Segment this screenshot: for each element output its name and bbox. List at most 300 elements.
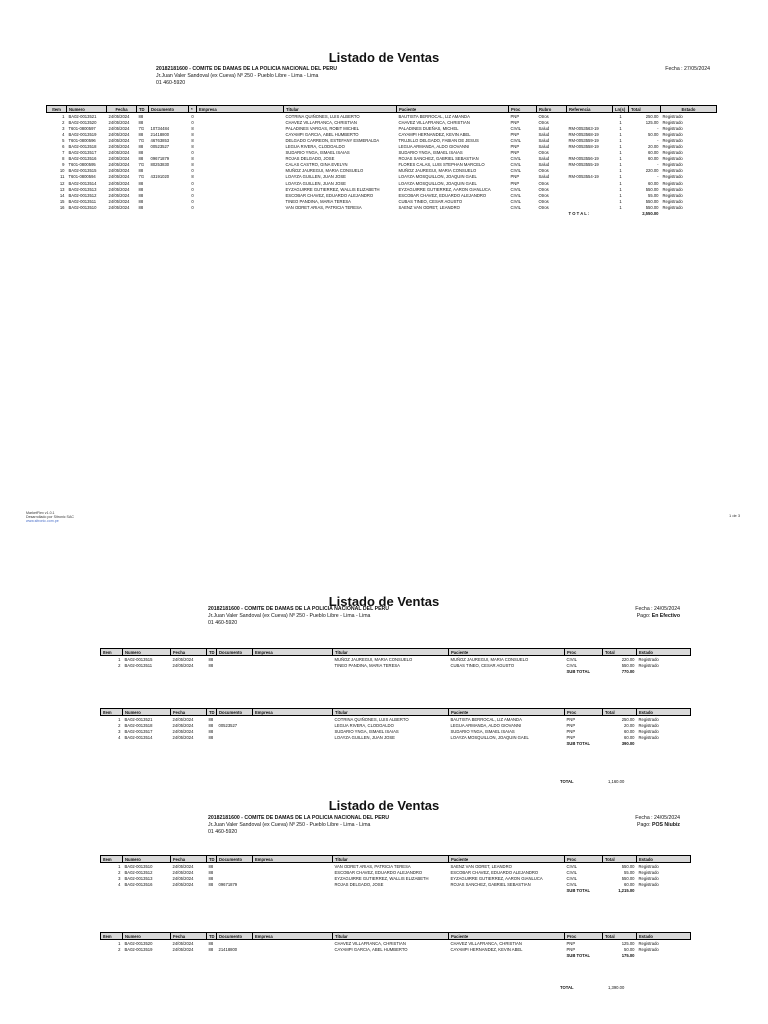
- table-cell: Registrado: [662, 119, 683, 125]
- table-cell: BA02-0013513: [124, 875, 153, 881]
- table-cell: 16: [59, 204, 65, 210]
- company-phone-1: 01 460-5920: [156, 80, 186, 86]
- company-name-1: 20182181600 - COMITE DE DAMAS DE LA POLICIA NACIONAL DEL PERU: [156, 66, 338, 72]
- footer-dev: Desarrollado por Sitronic SAC: [26, 515, 74, 520]
- table-cell: BA02-0013515: [68, 168, 97, 174]
- table-cell: [537, 211, 567, 217]
- table-cell: [207, 740, 217, 746]
- column-header: Item: [101, 856, 123, 863]
- company-phone-3: 01 460-5920: [208, 829, 238, 835]
- table-cell: [449, 740, 565, 746]
- table-cell: 5: [62, 137, 65, 143]
- table-cell: BA02-0013510: [68, 204, 97, 210]
- table-cell: 1: [619, 156, 622, 162]
- table-cell: 20.00: [648, 144, 659, 150]
- table-cell: [171, 952, 207, 958]
- table-cell: 8: [191, 174, 194, 180]
- subtotal-label: SUB TOTAL: [566, 668, 591, 674]
- footer-credits: [26, 511, 74, 524]
- table-cell: 15: [59, 198, 65, 204]
- table-cell: RM-0053559-19: [568, 137, 599, 143]
- payment-value-2: En Efectivo: [651, 613, 680, 619]
- table-cell: COTRINA QUIÑONES, LUIS ALBERTO: [334, 716, 409, 722]
- table-cell: [217, 940, 253, 947]
- table-row: [101, 863, 691, 870]
- table-cell: 1: [619, 198, 622, 204]
- table-cell: [253, 887, 333, 893]
- table-cell: 60.00: [624, 734, 635, 740]
- subtotal-label: SUB TOTAL: [566, 887, 591, 893]
- table-cell: RM-0053554-19: [568, 174, 599, 180]
- table-cell: Registrado: [662, 144, 683, 150]
- table-cell: PALADINES DUEÑAS, MICHEL: [398, 125, 459, 131]
- table-cell: BA02-0013517: [68, 150, 97, 156]
- column-header: Estado: [637, 709, 691, 716]
- sales-table-2b: [100, 708, 691, 746]
- table-cell: RM-0053568-19: [568, 131, 599, 137]
- table-cell: 00523527: [150, 144, 170, 150]
- table-cell: Registrado: [638, 946, 659, 952]
- table-cell: CAYAMPI HERNANDEZ, KEVIN ABEL: [450, 946, 523, 952]
- table-cell: [149, 113, 189, 120]
- subtotal-value: 770.00: [621, 668, 635, 674]
- table-cell: Registrado: [638, 734, 659, 740]
- grand-total-value-3: 1,390.00: [608, 985, 625, 990]
- table-cell: 1: [619, 113, 622, 119]
- table-cell: 88: [208, 875, 214, 881]
- table-cell: PNP: [566, 728, 576, 734]
- grand-total-label-2: TOTAL: [560, 779, 574, 784]
- column-header: Paciente: [449, 933, 565, 940]
- table-cell: [253, 740, 333, 746]
- table-cell: CHAVEZ VILLAFRANCA, CHRISTIAN: [285, 119, 357, 125]
- table-cell: -: [657, 125, 659, 131]
- table-cell: 4: [118, 734, 121, 740]
- column-header: Rubro: [537, 106, 567, 113]
- table-cell: EYZAGUIRRE GUTIERREZ, WALLIS ELIZABETH: [285, 186, 380, 192]
- table-cell: 24/05/2024: [172, 869, 194, 875]
- report-date-1: Fecha : 27/05/2024: [665, 66, 710, 72]
- table-cell: Registrado: [638, 662, 659, 668]
- sales-table-2a: [100, 648, 691, 674]
- table-cell: 8: [191, 144, 194, 150]
- table-cell: 550.00: [621, 863, 635, 869]
- table-cell: 88: [138, 156, 144, 162]
- table-cell: Registrado: [638, 863, 659, 869]
- table-cell: BA02-0013516: [68, 156, 97, 162]
- table-cell: 24/05/2024: [172, 662, 194, 668]
- table-cell: [567, 113, 613, 120]
- table-cell: BA02-0013514: [124, 734, 153, 740]
- column-header: Documento: [217, 856, 253, 863]
- company-address-3: Jr.Juan Valer Sandoval (ex Cueva) Nº 250 - Pueblo Libre - Lima - Lima: [208, 822, 371, 828]
- table-cell: 60.00: [648, 180, 659, 186]
- payment-label-3: Pago:: [637, 822, 651, 828]
- table-cell: DELGADO CARREON, ESTEFANY ESMERALDA: [285, 137, 380, 143]
- table-cell: [101, 740, 123, 746]
- table-cell: 88: [138, 131, 144, 137]
- table-cell: BA02-0013510: [124, 863, 153, 869]
- table-cell: Registrado: [662, 186, 683, 192]
- table-cell: 550.00: [645, 204, 659, 210]
- column-header: Item: [101, 709, 123, 716]
- payment-2: [580, 613, 680, 620]
- table-cell: 88: [138, 198, 144, 204]
- table-cell: RM-0053556-19: [568, 156, 599, 162]
- table-cell: 88: [138, 192, 144, 198]
- table-cell: [637, 887, 691, 893]
- table-cell: 2: [118, 722, 121, 728]
- company-name-3: 20182181600 - COMITE DE DAMAS DE LA POLICIA NACIONAL DEL PERU: [208, 815, 390, 821]
- table-cell: CHAVEZ VILLAFRANCA, CHRISTIAN: [398, 119, 470, 125]
- table-cell: 2: [62, 119, 65, 125]
- table-cell: 0: [191, 150, 194, 156]
- table-cell: CIVIL: [566, 656, 577, 662]
- column-header: Ln(s): [613, 106, 629, 113]
- table-cell: 60.00: [624, 881, 635, 887]
- column-header: Paciente: [449, 709, 565, 716]
- table-cell: BA02-0013514: [68, 180, 97, 186]
- table-cell: [397, 211, 509, 217]
- table-cell: BA02-0013521: [124, 716, 153, 722]
- table-cell: PNP: [510, 113, 520, 119]
- table-cell: [449, 887, 565, 893]
- table-cell: [171, 668, 207, 674]
- table-cell: 24/05/2024: [108, 113, 130, 119]
- table-cell: 88: [208, 656, 214, 662]
- table-cell: 550.00: [645, 186, 659, 192]
- table-cell: 24/05/2024: [172, 722, 194, 728]
- table-cell: Otros: [538, 168, 549, 174]
- table-cell: 0: [191, 198, 194, 204]
- table-cell: 24/05/2024: [172, 716, 194, 722]
- table-cell: Otros: [538, 113, 549, 119]
- table-cell: [101, 668, 123, 674]
- table-cell: [197, 211, 284, 217]
- table-cell: 0: [191, 168, 194, 174]
- table-cell: [333, 887, 449, 893]
- table-cell: 3: [62, 125, 65, 131]
- report-date-3: [580, 815, 680, 829]
- column-header: Item: [47, 106, 67, 113]
- table-cell: 0: [191, 204, 194, 210]
- table-cell: CHAVEZ VILLAFRANCA, CHRISTIAN: [334, 940, 406, 946]
- table-cell: CIVIL: [510, 125, 521, 131]
- table-cell: [333, 668, 449, 674]
- column-header: TD: [207, 709, 217, 716]
- table-cell: [123, 887, 171, 893]
- table-cell: CIVIL: [510, 168, 521, 174]
- table-cell: RM-0053563-19: [568, 125, 599, 131]
- table-cell: [637, 740, 691, 746]
- column-header: TD: [137, 106, 149, 113]
- table-cell: 4: [62, 131, 65, 137]
- payment-3: [580, 822, 680, 829]
- table-cell: PNP: [566, 946, 576, 952]
- table-cell: T601-0800595: [68, 162, 96, 168]
- table-cell: CIVIL: [566, 863, 577, 869]
- table-cell: Registrado: [638, 716, 659, 722]
- table-cell: 24/05/2024: [108, 198, 130, 204]
- table-cell: CIVIL: [510, 162, 521, 168]
- table-cell: 24/05/2024: [108, 125, 130, 131]
- table-cell: 24/05/2024: [108, 168, 130, 174]
- table-cell: LOAYZA GUILLEN, JUAN JOSE: [285, 174, 346, 180]
- table-cell: [197, 113, 284, 120]
- table-cell: 1: [619, 125, 622, 131]
- table-cell: [189, 211, 197, 217]
- table-cell: CALAS CASTRO, GINA EVELYN: [285, 162, 348, 168]
- column-header: Proc: [565, 709, 603, 716]
- table-cell: MUÑOZ JAUREGUI, MARIA CONSUELO: [398, 168, 477, 174]
- subtotal-value: 1,215.00: [618, 887, 635, 893]
- table-cell: BA02-0013519: [124, 946, 153, 952]
- table-cell: Otros: [538, 186, 549, 192]
- table-cell: 24/05/2024: [172, 946, 194, 952]
- table-cell: Registrado: [662, 174, 683, 180]
- table-cell: [217, 656, 253, 663]
- table-cell: 88: [208, 946, 214, 952]
- table-cell: [207, 887, 217, 893]
- table-cell: 88: [138, 204, 144, 210]
- table-cell: [207, 668, 217, 674]
- table-cell: TINEO PANDINA, MARIA TERESA: [285, 198, 351, 204]
- footer-link[interactable]: www.sitronic.com.pe: [26, 519, 59, 524]
- table-cell: 24/05/2024: [172, 940, 194, 946]
- company-address-2: Jr.Juan Valer Sandoval (ex Cueva) Nº 250 - Pueblo Libre - Lima - Lima: [208, 613, 371, 619]
- table-cell: [217, 668, 253, 674]
- table-cell: [449, 668, 565, 674]
- table-cell: [449, 952, 565, 958]
- table-cell: 1: [118, 656, 121, 662]
- table-cell: 24/05/2024: [172, 863, 194, 869]
- table-cell: EYZAGUIRRE GUTIERREZ, WALLIS ELIZABETH: [334, 875, 429, 881]
- table-cell: 55.00: [624, 869, 635, 875]
- table-cell: 24/05/2024: [108, 144, 130, 150]
- company-block-3: [208, 815, 389, 836]
- table-cell: CIVIL: [510, 186, 521, 192]
- table-cell: LOAYZA MOSQUILLON, JOAQUIN GAEL: [398, 174, 477, 180]
- table-cell: [509, 211, 537, 217]
- table-cell: 60.00: [624, 728, 635, 734]
- table-cell: Registrado: [638, 940, 659, 946]
- table-cell: 88: [208, 662, 214, 668]
- table-cell: 24/05/2024: [172, 656, 194, 662]
- table-cell: BA02-0013515: [124, 656, 153, 662]
- table-cell: MUÑOZ JAUREGUI, MARIA CONSUELO: [450, 656, 529, 662]
- table-cell: Salud: [538, 156, 550, 162]
- table-cell: BA02-0013520: [68, 119, 97, 125]
- sales-table-1: [46, 105, 717, 217]
- table-cell: 2: [118, 662, 121, 668]
- column-header: Documento: [217, 649, 253, 656]
- table-cell: BA02-0013518: [68, 144, 97, 150]
- table-cell: -: [657, 162, 659, 168]
- grand-total-label-3: TOTAL: [560, 985, 574, 990]
- table-cell: 7G: [138, 162, 145, 168]
- table-cell: [253, 863, 333, 870]
- table-cell: BA02-0013516: [124, 881, 153, 887]
- column-header: Numero: [123, 933, 171, 940]
- table-cell: PNP: [510, 119, 520, 125]
- table-cell: PNP: [510, 150, 520, 156]
- column-header: Numero: [67, 106, 107, 113]
- table-cell: 0: [191, 113, 194, 119]
- table-cell: BA02-0013511: [124, 662, 153, 668]
- table-cell: 6: [62, 144, 65, 150]
- table-cell: 1: [619, 150, 622, 156]
- table-cell: SAENZ VAN ODRET, LEANDRO: [398, 204, 460, 210]
- total-value: 2,550.00: [642, 211, 659, 217]
- table-cell: Otros: [538, 180, 549, 186]
- table-cell: 24/05/2024: [108, 156, 130, 162]
- table-cell: ESCOBAR CHAVEZ, EDUARDO ALEJANDRO: [285, 192, 374, 198]
- table-cell: MUÑOZ JAUREGUI, MARIA CONSUELO: [334, 656, 413, 662]
- table-cell: [207, 952, 217, 958]
- table-cell: 0: [191, 119, 194, 125]
- table-cell: 550.00: [645, 198, 659, 204]
- table-cell: T601-0800594: [68, 174, 96, 180]
- table-cell: BA02-0013519: [68, 131, 97, 137]
- column-header: Empresa: [253, 649, 333, 656]
- table-cell: 80253830: [150, 162, 170, 168]
- table-cell: ROJAS SANCHEZ, GABRIEL SEBASTIAN: [450, 881, 531, 887]
- table-cell: 7G: [138, 174, 145, 180]
- table-cell: 1: [619, 144, 622, 150]
- table-cell: 88: [138, 180, 144, 186]
- table-cell: CIVIL: [510, 204, 521, 210]
- column-header: Paciente: [397, 106, 509, 113]
- table-cell: CAYAMPI HERNANDEZ, KEVIN ABEL: [398, 131, 471, 137]
- table-cell: [67, 211, 107, 217]
- company-address-1: Jr.Juan Valer Sandoval (ex Cueva) Nº 250 - Pueblo Libre - Lima - Lima: [156, 73, 319, 79]
- table-cell: Registrado: [662, 162, 683, 168]
- table-cell: 1: [118, 863, 121, 869]
- table-cell: [253, 940, 333, 947]
- table-cell: PNP: [566, 940, 576, 946]
- column-header: Empresa: [253, 856, 333, 863]
- table-cell: CAYAMPI GARCIA, ABEL HUMBERTO: [334, 946, 408, 952]
- report-title-3: Listado de Ventas: [328, 798, 440, 813]
- header-row: [101, 709, 691, 716]
- table-cell: T601-0800596: [68, 137, 96, 143]
- table-cell: 1: [619, 137, 622, 143]
- table-cell: -: [657, 174, 659, 180]
- subtotal-row: [101, 887, 691, 893]
- column-header: Item: [101, 933, 123, 940]
- table-cell: [101, 887, 123, 893]
- table-cell: 88: [138, 168, 144, 174]
- column-header: Total: [603, 649, 637, 656]
- table-cell: COTRINA QUIÑONES, LUIS ALBERTO: [285, 113, 360, 119]
- table-cell: 550.00: [621, 875, 635, 881]
- table-cell: 3: [118, 875, 121, 881]
- company-block-2: [208, 606, 389, 627]
- company-block-1: [156, 66, 337, 87]
- table-cell: 14: [59, 192, 65, 198]
- column-header: Fecha: [171, 649, 207, 656]
- table-cell: Otros: [538, 192, 549, 198]
- table-cell: 24/05/2024: [108, 180, 130, 186]
- table-cell: Registrado: [662, 204, 683, 210]
- table-cell: TINEO PANDINA, MARIA TERESA: [334, 662, 400, 668]
- table-cell: 00523527: [218, 722, 238, 728]
- table-cell: 24/05/2024: [108, 204, 130, 210]
- table-cell: 24/05/2024: [108, 174, 130, 180]
- table-cell: Registrado: [662, 113, 683, 119]
- table-cell: 24/05/2024: [172, 875, 194, 881]
- table-cell: 46763853: [150, 137, 170, 143]
- table-cell: 88: [208, 734, 214, 740]
- column-header: Titular: [333, 856, 449, 863]
- table-cell: TRUJILLO DELGADO, FABIAN DE JESUS: [398, 137, 479, 143]
- column-header: Numero: [123, 856, 171, 863]
- table-cell: CIVIL: [566, 869, 577, 875]
- table-cell: ESCOBAR CHAVEZ, EDUARDO ALEJANDRO: [450, 869, 539, 875]
- table-cell: LEGUA RIVERA, CLODOALDO: [285, 144, 345, 150]
- table-cell: BAUTISTA BERROCAL, LIZ AMANDA: [398, 113, 470, 119]
- table-cell: 4: [118, 881, 121, 887]
- table-cell: CUBAS TINEO, CESAR AGUSTO: [398, 198, 463, 204]
- subtotal-label: SUB TOTAL: [566, 952, 591, 958]
- column-header: Proc: [565, 933, 603, 940]
- table-cell: PNP: [566, 716, 576, 722]
- grand-total-value-2: 1,160.00: [608, 779, 625, 784]
- subtotal-row: [101, 952, 691, 958]
- column-header: Fecha: [171, 856, 207, 863]
- table-cell: CIVIL: [510, 137, 521, 143]
- total-row: [47, 211, 717, 217]
- table-cell: 8: [191, 125, 194, 131]
- column-header: Titular: [284, 106, 397, 113]
- table-cell: 125.00: [621, 940, 635, 946]
- table-cell: BA02-0013517: [124, 728, 153, 734]
- table-cell: CIVIL: [510, 156, 521, 162]
- table-cell: [217, 952, 253, 958]
- table-cell: Registrado: [638, 881, 659, 887]
- table-cell: 24/05/2024: [108, 131, 130, 137]
- table-cell: Salud: [538, 125, 550, 131]
- subtotal-row: [101, 740, 691, 746]
- table-cell: BAUTISTA BERROCAL, LIZ AMANDA: [450, 716, 522, 722]
- table-cell: CAYAMPI GARCIA, ABEL HUMBERTO: [285, 131, 359, 137]
- column-header: Paciente: [449, 856, 565, 863]
- report-title-1: Listado de Ventas: [328, 50, 440, 65]
- table-cell: LOAYZA MOSQUILLON, JOAQUIN GAEL: [450, 734, 529, 740]
- table-cell: 88: [138, 119, 144, 125]
- table-cell: Registrado: [662, 137, 683, 143]
- table-cell: 2: [118, 946, 121, 952]
- column-header: Item: [101, 649, 123, 656]
- table-cell: BA02-0013511: [68, 198, 97, 204]
- table-cell: CIVIL: [566, 881, 577, 887]
- table-cell: 8: [191, 162, 194, 168]
- table-cell: Otros: [538, 119, 549, 125]
- table-cell: Registrado: [662, 192, 683, 198]
- table-cell: 24/05/2024: [108, 192, 130, 198]
- table-cell: BA02-0013520: [124, 940, 153, 946]
- column-header: Titular: [333, 933, 449, 940]
- company-phone-2: 01 460-5920: [208, 620, 238, 626]
- table-cell: CIVIL: [510, 198, 521, 204]
- table-cell: SUDARIO YNGA, ISMAEL ISAIAS: [285, 150, 350, 156]
- table-cell: 1: [62, 113, 65, 119]
- table-cell: [253, 952, 333, 958]
- table-cell: 88: [208, 869, 214, 875]
- header-row: [101, 649, 691, 656]
- table-cell: [47, 211, 67, 217]
- table-cell: BA02-0013513: [68, 186, 97, 192]
